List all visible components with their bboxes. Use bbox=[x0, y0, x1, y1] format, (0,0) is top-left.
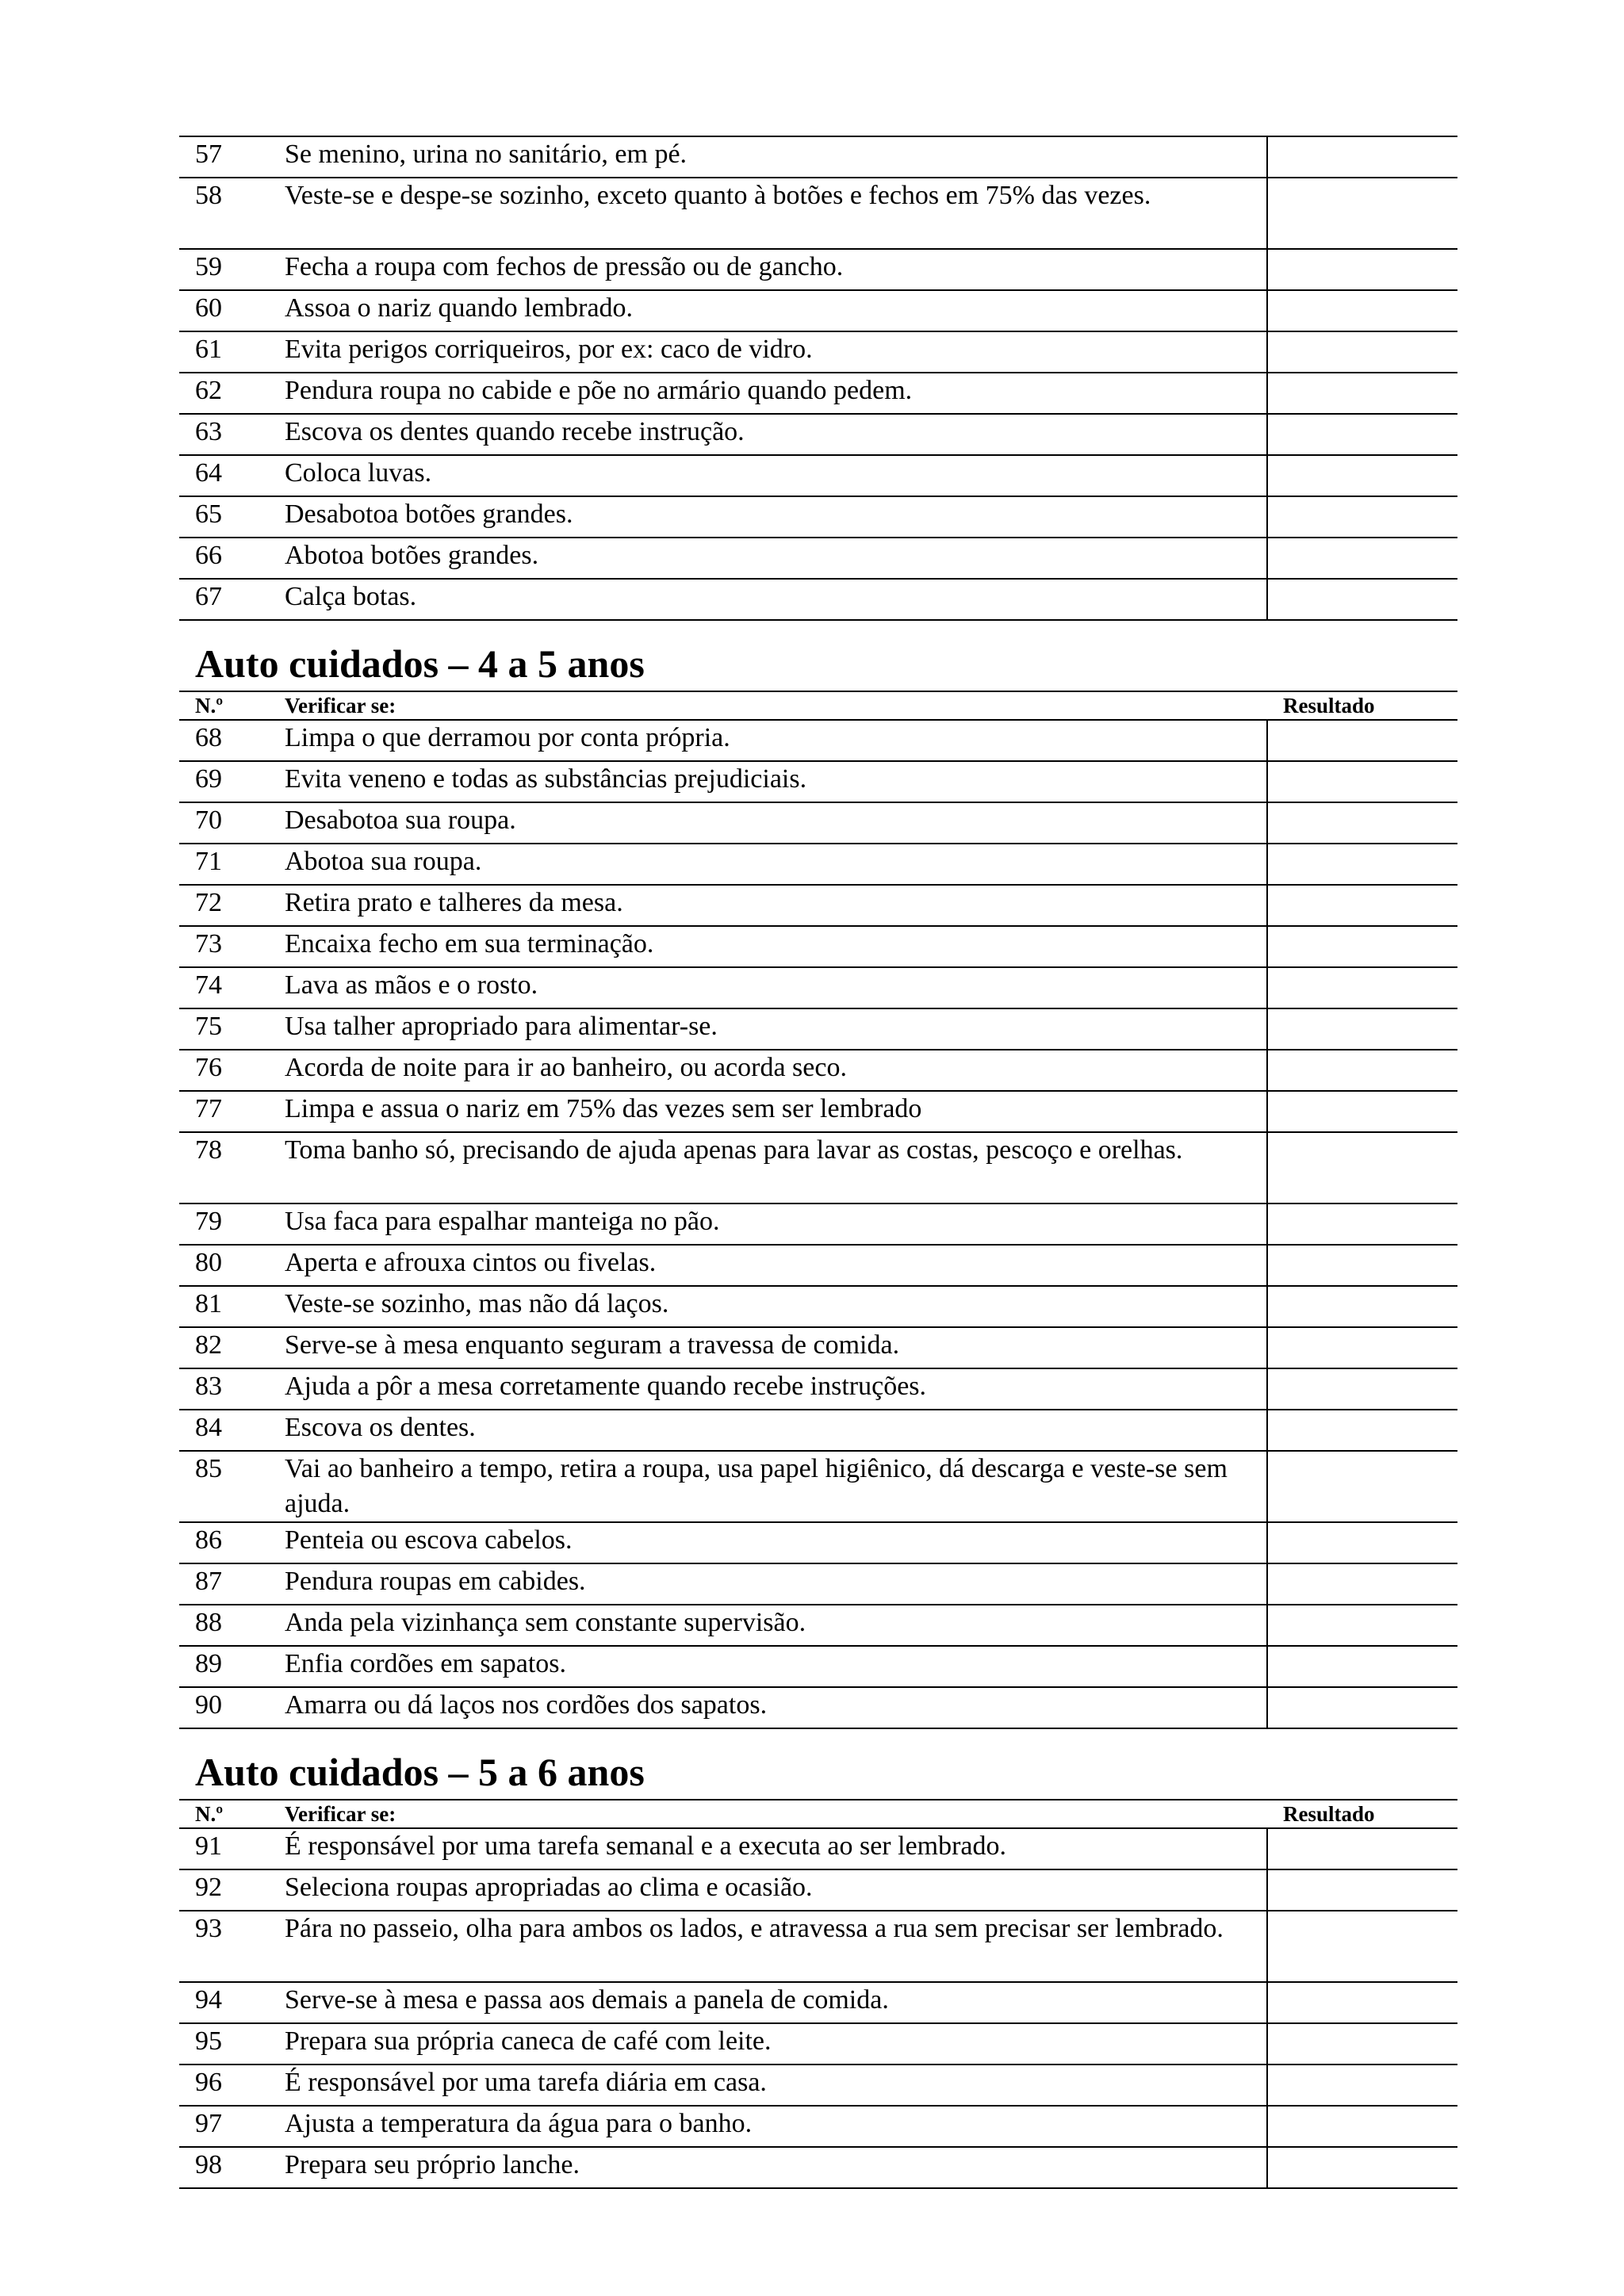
result-cell[interactable] bbox=[1267, 1091, 1457, 1132]
item-description: Escova os dentes. bbox=[285, 1410, 1267, 1451]
item-number: 65 bbox=[179, 496, 285, 538]
item-description: Desabotoa sua roupa. bbox=[285, 802, 1267, 844]
item-number: 71 bbox=[179, 844, 285, 885]
result-cell[interactable] bbox=[1267, 136, 1457, 178]
table-row bbox=[179, 1286, 1457, 1327]
table-row bbox=[179, 136, 1457, 178]
table-row bbox=[179, 1091, 1457, 1132]
result-cell[interactable] bbox=[1267, 1203, 1457, 1245]
item-description: Escova os dentes quando recebe instrução. bbox=[285, 414, 1267, 455]
item-description: Amarra ou dá laços nos cordões dos sapatos. bbox=[285, 1687, 1267, 1728]
item-number: 74 bbox=[179, 967, 285, 1008]
item-number: 92 bbox=[179, 1869, 285, 1911]
result-cell[interactable] bbox=[1267, 2023, 1457, 2064]
result-cell[interactable] bbox=[1267, 496, 1457, 538]
table-row bbox=[179, 1132, 1457, 1203]
item-description: Ajuda a pôr a mesa corretamente quando recebe instruções. bbox=[285, 1368, 1267, 1410]
item-number: 73 bbox=[179, 926, 285, 967]
result-cell[interactable] bbox=[1267, 967, 1457, 1008]
result-cell[interactable] bbox=[1267, 720, 1457, 761]
item-description: Pára no passeio, olha para ambos os lados, e atravessa a rua sem precisar ser lembrado. bbox=[285, 1911, 1267, 1982]
result-cell[interactable] bbox=[1267, 2064, 1457, 2106]
table-row bbox=[179, 1327, 1457, 1368]
item-number: 59 bbox=[179, 249, 285, 290]
table-row bbox=[179, 761, 1457, 802]
result-cell[interactable] bbox=[1267, 2147, 1457, 2188]
table-row bbox=[179, 1605, 1457, 1646]
item-number: 91 bbox=[179, 1828, 285, 1869]
item-description: Acorda de noite para ir ao banheiro, ou acorda seco. bbox=[285, 1050, 1267, 1091]
result-cell[interactable] bbox=[1267, 331, 1457, 373]
section-title: Auto cuidados – 5 a 6 anos bbox=[195, 1750, 645, 1794]
item-number: 83 bbox=[179, 1368, 285, 1410]
table-row bbox=[179, 249, 1457, 290]
table-row bbox=[179, 1451, 1457, 1522]
table-row bbox=[179, 331, 1457, 373]
result-cell[interactable] bbox=[1267, 1646, 1457, 1687]
result-cell[interactable] bbox=[1267, 1605, 1457, 1646]
item-description: Veste-se sozinho, mas não dá laços. bbox=[285, 1286, 1267, 1327]
item-description: Serve-se à mesa enquanto seguram a travessa de comida. bbox=[285, 1327, 1267, 1368]
result-cell[interactable] bbox=[1267, 1286, 1457, 1327]
checklist-table bbox=[179, 136, 1457, 621]
item-description: Penteia ou escova cabelos. bbox=[285, 1522, 1267, 1563]
result-cell[interactable] bbox=[1267, 885, 1457, 926]
result-cell[interactable] bbox=[1267, 455, 1457, 496]
item-number: 96 bbox=[179, 2064, 285, 2106]
table-row bbox=[179, 967, 1457, 1008]
result-cell[interactable] bbox=[1267, 1828, 1457, 1869]
item-description: Prepara seu próprio lanche. bbox=[285, 2147, 1267, 2188]
item-number: 63 bbox=[179, 414, 285, 455]
item-description: Coloca luvas. bbox=[285, 455, 1267, 496]
item-number: 72 bbox=[179, 885, 285, 926]
item-number: 97 bbox=[179, 2106, 285, 2147]
item-description: Assoa o nariz quando lembrado. bbox=[285, 290, 1267, 331]
result-cell[interactable] bbox=[1267, 538, 1457, 579]
item-number: 88 bbox=[179, 1605, 285, 1646]
table-row bbox=[179, 1203, 1457, 1245]
result-cell[interactable] bbox=[1267, 1869, 1457, 1911]
result-cell[interactable] bbox=[1267, 844, 1457, 885]
table-header-row bbox=[179, 1800, 1457, 1828]
result-cell[interactable] bbox=[1267, 1327, 1457, 1368]
table-row bbox=[179, 926, 1457, 967]
result-cell[interactable] bbox=[1267, 249, 1457, 290]
result-cell[interactable] bbox=[1267, 761, 1457, 802]
item-description: Toma banho só, precisando de ajuda apenas para lavar as costas, pescoço e orelhas. bbox=[285, 1132, 1267, 1203]
result-cell[interactable] bbox=[1267, 1245, 1457, 1286]
item-number: 81 bbox=[179, 1286, 285, 1327]
item-description: Serve-se à mesa e passa aos demais a panela de comida. bbox=[285, 1982, 1267, 2023]
table-row bbox=[179, 844, 1457, 885]
result-cell[interactable] bbox=[1267, 926, 1457, 967]
result-cell[interactable] bbox=[1267, 1368, 1457, 1410]
item-description: Aperta e afrouxa cintos ou fivelas. bbox=[285, 1245, 1267, 1286]
item-description: Retira prato e talheres da mesa. bbox=[285, 885, 1267, 926]
table-row bbox=[179, 579, 1457, 620]
result-cell[interactable] bbox=[1267, 1982, 1457, 2023]
item-number: 93 bbox=[179, 1911, 285, 1982]
item-description: Limpa e assua o nariz em 75% das vezes sem ser lembrado bbox=[285, 1091, 1267, 1132]
result-cell[interactable] bbox=[1267, 1522, 1457, 1563]
table-row bbox=[179, 1008, 1457, 1050]
result-cell[interactable] bbox=[1267, 2106, 1457, 2147]
item-description: Pendura roupa no cabide e põe no armário quando pedem. bbox=[285, 373, 1267, 414]
item-number: 68 bbox=[179, 720, 285, 761]
table-row bbox=[179, 1911, 1457, 1982]
table-row bbox=[179, 2023, 1457, 2064]
table-row bbox=[179, 1563, 1457, 1605]
result-cell[interactable] bbox=[1267, 1911, 1457, 1982]
item-number: 67 bbox=[179, 579, 285, 620]
table-row bbox=[179, 290, 1457, 331]
table-row bbox=[179, 538, 1457, 579]
item-description: Se menino, urina no sanitário, em pé. bbox=[285, 136, 1267, 178]
result-cell[interactable] bbox=[1267, 1687, 1457, 1728]
item-number: 70 bbox=[179, 802, 285, 844]
result-cell[interactable] bbox=[1267, 1132, 1457, 1203]
item-description: Usa faca para espalhar manteiga no pão. bbox=[285, 1203, 1267, 1245]
result-cell[interactable] bbox=[1267, 1008, 1457, 1050]
item-number: 94 bbox=[179, 1982, 285, 2023]
table-row bbox=[179, 373, 1457, 414]
result-cell[interactable] bbox=[1267, 1563, 1457, 1605]
table-row bbox=[179, 1828, 1457, 1869]
item-description: Abotoa sua roupa. bbox=[285, 844, 1267, 885]
item-description: Encaixa fecho em sua terminação. bbox=[285, 926, 1267, 967]
table-row bbox=[179, 802, 1457, 844]
table-row bbox=[179, 455, 1457, 496]
item-description: Prepara sua própria caneca de café com leite. bbox=[285, 2023, 1267, 2064]
item-number: 84 bbox=[179, 1410, 285, 1451]
table-row bbox=[179, 720, 1457, 761]
item-description: Evita perigos corriqueiros, por ex: caco de vidro. bbox=[285, 331, 1267, 373]
item-description: Vai ao banheiro a tempo, retira a roupa, usa papel higiênico, dá descarga e veste-se sem ajuda. bbox=[285, 1451, 1267, 1522]
item-description: Fecha a roupa com fechos de pressão ou de gancho. bbox=[285, 249, 1267, 290]
item-number: 58 bbox=[179, 178, 285, 249]
header-verify: Verificar se: bbox=[285, 1800, 1267, 1828]
result-cell[interactable] bbox=[1267, 579, 1457, 620]
checklist-table bbox=[179, 1799, 1457, 2189]
table-row bbox=[179, 1410, 1457, 1451]
item-number: 75 bbox=[179, 1008, 285, 1050]
item-description: Ajusta a temperatura da água para o banho. bbox=[285, 2106, 1267, 2147]
table-row bbox=[179, 2064, 1457, 2106]
result-cell[interactable] bbox=[1267, 290, 1457, 331]
item-description: Usa talher apropriado para alimentar-se. bbox=[285, 1008, 1267, 1050]
table-row bbox=[179, 178, 1457, 249]
header-number: N.º bbox=[179, 1800, 285, 1828]
table-row bbox=[179, 885, 1457, 926]
result-cell[interactable] bbox=[1267, 178, 1457, 249]
item-number: 57 bbox=[179, 136, 285, 178]
item-description: Calça botas. bbox=[285, 579, 1267, 620]
item-number: 64 bbox=[179, 455, 285, 496]
table-row bbox=[179, 1982, 1457, 2023]
result-cell[interactable] bbox=[1267, 414, 1457, 455]
checklist-sections bbox=[179, 136, 1457, 2189]
table-row bbox=[179, 414, 1457, 455]
document-page bbox=[179, 136, 1457, 2189]
item-number: 89 bbox=[179, 1646, 285, 1687]
item-number: 77 bbox=[179, 1091, 285, 1132]
table-row bbox=[179, 1245, 1457, 1286]
item-number: 76 bbox=[179, 1050, 285, 1091]
result-cell[interactable] bbox=[1267, 1050, 1457, 1091]
item-number: 80 bbox=[179, 1245, 285, 1286]
item-description: É responsável por uma tarefa diária em casa. bbox=[285, 2064, 1267, 2106]
checklist-table bbox=[179, 691, 1457, 1729]
item-description: Seleciona roupas apropriadas ao clima e ocasião. bbox=[285, 1869, 1267, 1911]
header-result: Resultado bbox=[1267, 691, 1457, 720]
item-description: Abotoa botões grandes. bbox=[285, 538, 1267, 579]
result-cell[interactable] bbox=[1267, 802, 1457, 844]
item-number: 62 bbox=[179, 373, 285, 414]
item-description: Pendura roupas em cabides. bbox=[285, 1563, 1267, 1605]
section-title: Auto cuidados – 4 a 5 anos bbox=[195, 641, 645, 686]
item-number: 98 bbox=[179, 2147, 285, 2188]
item-description: Evita veneno e todas as substâncias prejudiciais. bbox=[285, 761, 1267, 802]
table-row bbox=[179, 2106, 1457, 2147]
table-row bbox=[179, 1050, 1457, 1091]
item-description: Enfia cordões em sapatos. bbox=[285, 1646, 1267, 1687]
item-description: Desabotoa botões grandes. bbox=[285, 496, 1267, 538]
item-number: 69 bbox=[179, 761, 285, 802]
result-cell[interactable] bbox=[1267, 1451, 1457, 1522]
item-description: Lava as mãos e o rosto. bbox=[285, 967, 1267, 1008]
item-description: Veste-se e despe-se sozinho, exceto quanto à botões e fechos em 75% das vezes. bbox=[285, 178, 1267, 249]
table-row bbox=[179, 1646, 1457, 1687]
table-row bbox=[179, 496, 1457, 538]
header-result: Resultado bbox=[1267, 1800, 1457, 1828]
result-cell[interactable] bbox=[1267, 373, 1457, 414]
item-number: 79 bbox=[179, 1203, 285, 1245]
item-number: 61 bbox=[179, 331, 285, 373]
header-number: N.º bbox=[179, 691, 285, 720]
table-row bbox=[179, 2147, 1457, 2188]
table-row bbox=[179, 1522, 1457, 1563]
item-description: Anda pela vizinhança sem constante supervisão. bbox=[285, 1605, 1267, 1646]
item-number: 82 bbox=[179, 1327, 285, 1368]
item-number: 66 bbox=[179, 538, 285, 579]
item-number: 85 bbox=[179, 1451, 285, 1522]
result-cell[interactable] bbox=[1267, 1410, 1457, 1451]
item-number: 95 bbox=[179, 2023, 285, 2064]
item-number: 90 bbox=[179, 1687, 285, 1728]
item-number: 78 bbox=[179, 1132, 285, 1203]
table-row bbox=[179, 1869, 1457, 1911]
item-number: 87 bbox=[179, 1563, 285, 1605]
table-row bbox=[179, 1687, 1457, 1728]
item-description: É responsável por uma tarefa semanal e a executa ao ser lembrado. bbox=[285, 1828, 1267, 1869]
item-number: 86 bbox=[179, 1522, 285, 1563]
item-description: Limpa o que derramou por conta própria. bbox=[285, 720, 1267, 761]
table-row bbox=[179, 1368, 1457, 1410]
table-header-row bbox=[179, 691, 1457, 720]
item-number: 60 bbox=[179, 290, 285, 331]
header-verify: Verificar se: bbox=[285, 691, 1267, 720]
